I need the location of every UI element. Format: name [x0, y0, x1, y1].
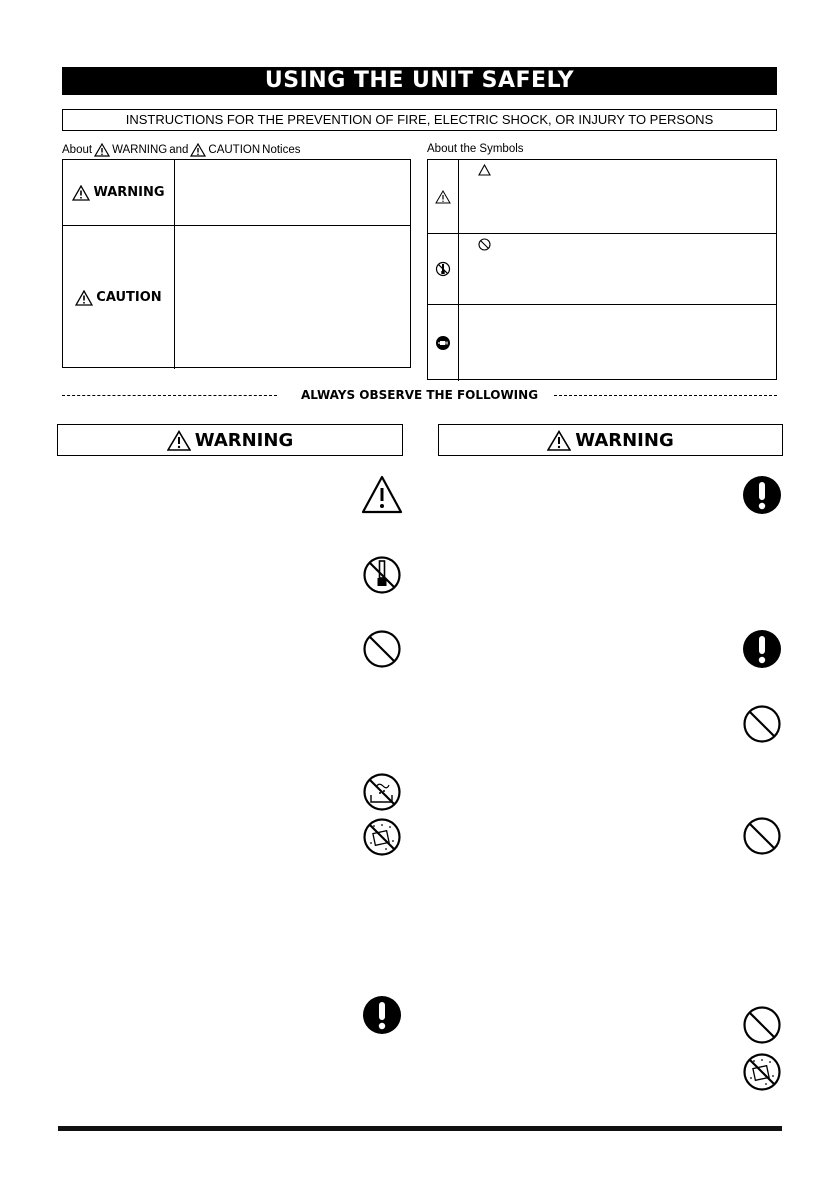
exclamation-icon: [742, 475, 782, 515]
no-disassembly-icon: [362, 555, 402, 595]
warning-triangle-icon: [190, 143, 206, 157]
symbol-row-prohibited: [428, 234, 776, 305]
prohibition-circle-icon: [478, 238, 491, 251]
page-title: USING THE UNIT SAFELY: [62, 67, 777, 95]
warning-triangle-icon: [72, 185, 90, 201]
symbol-row-mandatory: [428, 305, 776, 381]
page-subtitle: INSTRUCTIONS FOR THE PREVENTION OF FIRE, ELECTRIC SHOCK, OR INJURY TO PERSONS: [62, 109, 777, 131]
warning-triangle-icon: [360, 474, 404, 516]
no-humidity-icon: [742, 1052, 782, 1092]
symbols-heading: About the Symbols: [427, 143, 524, 155]
symbols-table: [427, 159, 777, 380]
footer-rule: [58, 1126, 782, 1131]
warning-triangle-icon: [167, 430, 191, 451]
warning-label-right: WARNING: [575, 429, 674, 451]
warning-header-right: [438, 424, 783, 456]
notices-heading: About WARNING and CAUTION Notices: [62, 144, 301, 156]
symbol-row-caution: [428, 160, 776, 234]
warning-triangle-icon: [75, 290, 93, 306]
warning-triangle-icon: [94, 143, 110, 157]
notice-label-caution: CAUTION: [96, 290, 162, 305]
exclamation-icon: [362, 995, 402, 1035]
prohibition-circle-icon: [362, 629, 402, 669]
triangle-outline-icon: [478, 164, 491, 176]
prohibition-circle-icon: [742, 704, 782, 744]
observe-banner-text: ALWAYS OBSERVE THE FOLLOWING: [293, 388, 546, 402]
exclamation-icon: [742, 629, 782, 669]
warning-label-left: WARNING: [194, 429, 294, 451]
unplug-icon: [435, 335, 451, 351]
observe-banner: [62, 386, 777, 404]
prohibition-circle-icon: [742, 816, 782, 856]
warning-triangle-icon: [435, 190, 451, 204]
no-humidity-icon: [362, 817, 402, 857]
notice-row-caution: [63, 226, 410, 369]
no-disassembly-icon: [435, 261, 451, 277]
notice-row-warning: [63, 160, 410, 226]
warning-triangle-icon: [547, 430, 571, 451]
no-water-icon: [362, 772, 402, 812]
warning-header-left: [57, 424, 403, 456]
notices-table: [62, 159, 411, 368]
prohibition-circle-icon: [742, 1005, 782, 1045]
notice-label-warning: WARNING: [93, 185, 165, 200]
